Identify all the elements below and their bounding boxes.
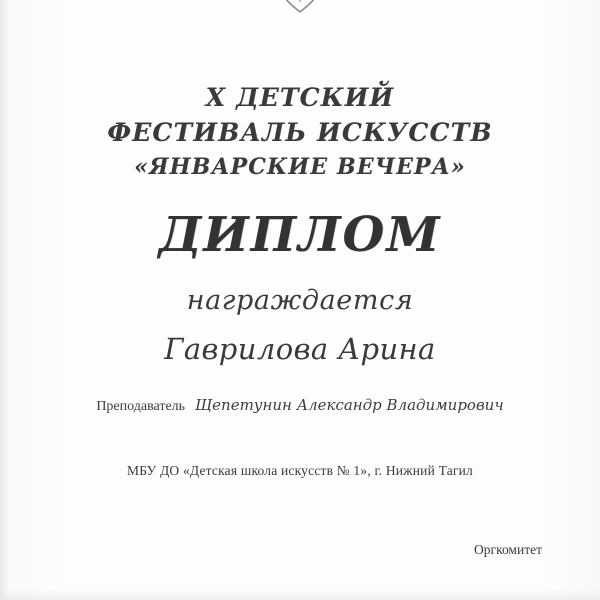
teacher-label: Преподаватель <box>96 399 186 415</box>
award-title: ДИПЛОМ <box>158 207 442 264</box>
festival-title-line-2: ФЕСТИВАЛЬ ИСКУССТВ <box>107 118 493 147</box>
teacher-row <box>0 396 600 415</box>
teacher-name: Щепетунин Александр Владимирович <box>195 396 504 415</box>
recipient-name: Гаврилова Арина <box>164 332 436 367</box>
festival-title-line-1: X ДЕТСКИЙ <box>205 83 395 112</box>
signatory: Оргкомитет <box>474 542 542 557</box>
festival-title <box>0 82 600 181</box>
festival-title-line-3: «ЯНВАРСКИЕ ВЕЧЕРА» <box>134 154 466 180</box>
organization-line: МБУ ДО «Детская школа искусств № 1», г. Нижний Тагил <box>127 463 473 479</box>
awarded-text: награждается <box>186 285 414 317</box>
